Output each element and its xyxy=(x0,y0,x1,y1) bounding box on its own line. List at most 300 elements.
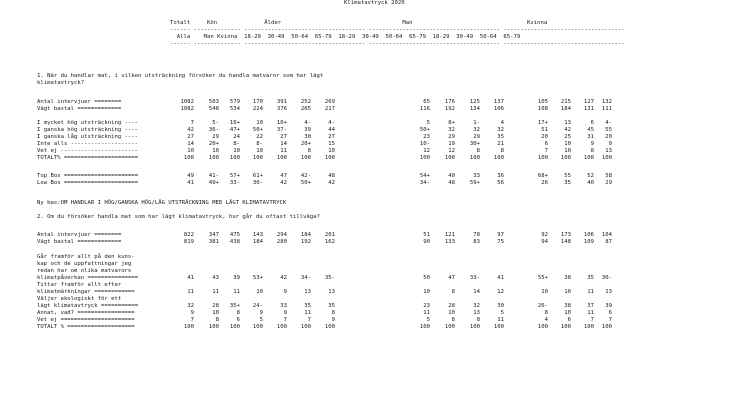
cell-value: 8 xyxy=(236,310,240,316)
cell-value: 9 xyxy=(283,289,287,295)
cell-value: 13 xyxy=(304,289,311,295)
row-label: Inte alls -------------------- xyxy=(37,141,139,147)
cell-value: 10 xyxy=(564,148,571,154)
cell-value: 100 xyxy=(444,155,455,161)
cell-value: 42- xyxy=(300,173,311,179)
cell-value: 1082 xyxy=(180,106,194,112)
cell-value: 6 xyxy=(590,120,594,126)
cell-value: 26 xyxy=(541,180,548,186)
cell-value: 111 xyxy=(601,106,612,112)
cell-value: 38 xyxy=(564,275,571,281)
row-label: Vet ej ====================== xyxy=(37,317,135,323)
cell-value: 13 xyxy=(328,289,335,295)
cell-value: 94 xyxy=(541,239,548,245)
table-row xyxy=(0,134,746,141)
cell-value: 11 xyxy=(423,310,430,316)
cell-value: 50+ xyxy=(252,127,263,133)
cell-value: 23 xyxy=(423,303,430,309)
cell-value: 5 xyxy=(426,120,430,126)
cell-value: 5 xyxy=(500,310,504,316)
cell-value: 376 xyxy=(276,106,287,112)
cell-value: 116 xyxy=(419,106,430,112)
cell-value: 381 xyxy=(208,239,219,245)
table-row xyxy=(0,289,746,296)
cell-value: 41- xyxy=(208,173,219,179)
cell-value: 42 xyxy=(280,180,287,186)
cell-value: 39 xyxy=(304,127,311,133)
cell-value: 5 xyxy=(259,317,263,323)
row-label: Vet ej ----------------------- xyxy=(37,148,139,154)
cell-value: 217 xyxy=(324,106,335,112)
cell-value: 36 xyxy=(497,173,504,179)
cell-value: 35+ xyxy=(229,303,240,309)
cell-value: 391 xyxy=(276,99,287,105)
row-label: redan har om olika matvarors xyxy=(37,268,132,274)
table-row xyxy=(0,275,746,282)
cell-value: 7 xyxy=(283,317,287,323)
cell-value: 11 xyxy=(233,289,240,295)
cell-value: 10 xyxy=(212,310,219,316)
cell-value: 280 xyxy=(276,239,287,245)
cell-value: 34- xyxy=(419,180,430,186)
cell-value: 100 xyxy=(252,324,263,330)
cell-value: 41 xyxy=(187,275,194,281)
table-row xyxy=(0,99,746,106)
row-label: lägt klimatavtryck =========== xyxy=(37,303,139,309)
cell-value: 37 xyxy=(587,303,594,309)
cell-value: 176 xyxy=(444,99,455,105)
cell-value: 65 xyxy=(423,99,430,105)
cell-value: 92 xyxy=(541,232,548,238)
table-row xyxy=(0,254,746,261)
cell-value: 51 xyxy=(541,127,548,133)
row-label: kap och de uppfattningar jeg xyxy=(37,261,132,267)
cell-value: 121 xyxy=(444,232,455,238)
cell-value: 10 xyxy=(187,148,194,154)
cell-value: 10 xyxy=(256,120,263,126)
question-2-title: 2. Om du försöker handla mat som har lägt klimatavtryck, hur går du oftast tillväga? xyxy=(37,214,320,220)
table-row xyxy=(0,155,746,162)
cell-value: 6 xyxy=(544,141,548,147)
cell-value: 100 xyxy=(601,324,612,330)
table-row xyxy=(0,127,746,134)
cell-value: 100 xyxy=(324,155,335,161)
cell-value: 42 xyxy=(187,127,194,133)
cell-value: 32 xyxy=(473,303,480,309)
cell-value: 30- xyxy=(601,275,612,281)
cell-value: 37- xyxy=(276,127,287,133)
cell-value: 47 xyxy=(448,275,455,281)
cell-value: 24 xyxy=(233,134,240,140)
cell-value: 215 xyxy=(560,99,571,105)
cell-value: 32 xyxy=(497,127,504,133)
cell-value: 7 xyxy=(544,148,548,154)
table-row xyxy=(0,317,746,324)
cell-value: 8 xyxy=(544,310,548,316)
cell-value: 9 xyxy=(190,310,194,316)
cell-value: 8 xyxy=(590,148,594,154)
cell-value: 192 xyxy=(300,239,311,245)
cell-value: 100 xyxy=(469,324,480,330)
cell-value: 14 xyxy=(473,289,480,295)
cell-value: 224 xyxy=(252,106,263,112)
cell-value: 78 xyxy=(473,232,480,238)
row-label: Annat, vad? ================= xyxy=(37,310,135,316)
cell-value: 10 xyxy=(564,141,571,147)
cell-value: 132 xyxy=(601,99,612,105)
cell-value: 9 xyxy=(590,141,594,147)
cell-value: 41 xyxy=(187,180,194,186)
cell-value: 133 xyxy=(444,239,455,245)
question-1-title: 1. När du handlar mat, i vilken utsträckning försöker du handla matvaror som har lägt xyxy=(37,73,324,79)
table-row xyxy=(0,303,746,310)
cell-value: 17+ xyxy=(537,120,548,126)
cell-value: 33 xyxy=(280,303,287,309)
cell-value: 29 xyxy=(448,134,455,140)
cell-value: 503 xyxy=(208,99,219,105)
cell-value: 10 xyxy=(212,148,219,154)
cell-value: 23 xyxy=(423,134,430,140)
cell-value: 10 xyxy=(328,148,335,154)
cell-value: 97 xyxy=(497,232,504,238)
cell-value: 8 xyxy=(451,317,455,323)
cell-value: 11 xyxy=(587,289,594,295)
cell-value: 134 xyxy=(469,106,480,112)
table-row xyxy=(0,324,746,331)
cell-value: 10 xyxy=(448,310,455,316)
cell-value: 52 xyxy=(587,173,594,179)
cell-value: 42 xyxy=(280,275,287,281)
header-groups: Totalt Kön Ålder Man Kvinna xyxy=(170,20,548,26)
cell-value: 184 xyxy=(300,232,311,238)
header-rule: ------ -------------- ------------------------------------ --------------------------------------- ------------------------------------ xyxy=(170,27,625,33)
cell-value: 100 xyxy=(537,324,548,330)
cell-value: 44 xyxy=(328,127,335,133)
cell-value: 34- xyxy=(300,275,311,281)
row-label: Går framför allt på den kuns- xyxy=(37,254,135,260)
row-label: TOTALT% ====================== xyxy=(37,155,139,161)
cell-value: 100 xyxy=(300,155,311,161)
cell-value: 131 xyxy=(583,106,594,112)
cell-value: 41 xyxy=(497,275,504,281)
cell-value: 10 xyxy=(541,289,548,295)
cell-value: 11 xyxy=(212,289,219,295)
cell-value: 6 xyxy=(567,317,571,323)
row-label: Tittar framför allt efter xyxy=(37,282,122,288)
cell-value: 100 xyxy=(560,324,571,330)
cell-value: 47 xyxy=(280,173,287,179)
cell-value: 29 xyxy=(212,134,219,140)
cell-value: 56 xyxy=(497,180,504,186)
table-row xyxy=(0,268,746,275)
cell-value: 55+ xyxy=(537,275,548,281)
cell-value: 59+ xyxy=(469,180,480,186)
header-subgroups: Alla Man Kvinna 18-29 30-49 50-64 65-79 18-29 30-49 50-64 65-79 18-29 30-49 50-64 65-79 xyxy=(170,34,521,40)
cell-value: 819 xyxy=(183,239,194,245)
question-1-title-cont: klimatavtryck? xyxy=(37,80,85,86)
cell-value: 55 xyxy=(564,173,571,179)
row-label: Top Box ====================== xyxy=(37,173,139,179)
table-row xyxy=(0,141,746,148)
cell-value: 192 xyxy=(444,106,455,112)
cell-value: 11 xyxy=(280,148,287,154)
cell-value: 162 xyxy=(324,239,335,245)
table-row xyxy=(0,120,746,127)
cell-value: 55 xyxy=(605,127,612,133)
cell-value: 13 xyxy=(605,148,612,154)
cell-value: 32 xyxy=(187,303,194,309)
cell-value: 35 xyxy=(304,303,311,309)
cell-value: 10 xyxy=(564,310,571,316)
cell-value: 10 xyxy=(423,289,430,295)
cell-value: 43 xyxy=(212,275,219,281)
cell-value: 53+ xyxy=(252,275,263,281)
cell-value: 27 xyxy=(328,134,335,140)
cell-value: 8 xyxy=(451,289,455,295)
cell-value: 28 xyxy=(448,303,455,309)
cell-value: 548 xyxy=(208,106,219,112)
cell-value: 83 xyxy=(473,239,480,245)
cell-value: 8+ xyxy=(448,120,455,126)
cell-value: 11 xyxy=(187,289,194,295)
cell-value: 100 xyxy=(493,155,504,161)
cell-value: 49+ xyxy=(208,180,219,186)
cell-value: 14 xyxy=(187,141,194,147)
cell-value: 13 xyxy=(564,120,571,126)
cell-value: 184 xyxy=(252,239,263,245)
cell-value: 21 xyxy=(497,141,504,147)
cell-value: 4 xyxy=(500,120,504,126)
cell-value: 29 xyxy=(473,134,480,140)
cell-value: 42 xyxy=(564,127,571,133)
cell-value: 19 xyxy=(448,141,455,147)
cell-value: 35 xyxy=(497,134,504,140)
document-title: Klimatavtryck 2020 xyxy=(344,0,405,6)
cell-value: 10 xyxy=(564,289,571,295)
cell-value: 27 xyxy=(280,134,287,140)
cell-value: 6 xyxy=(236,317,240,323)
cell-value: 33- xyxy=(229,180,240,186)
cell-value: 100 xyxy=(493,324,504,330)
cell-value: 39 xyxy=(605,303,612,309)
cell-value: 27 xyxy=(187,134,194,140)
cell-value: 822 xyxy=(183,232,194,238)
cell-value: 475 xyxy=(229,232,240,238)
row-label: Vägt bastal ============= xyxy=(37,106,122,112)
cell-value: 9 xyxy=(331,317,335,323)
cell-value: 12 xyxy=(497,289,504,295)
cell-value: 100 xyxy=(229,155,240,161)
row-label: I mycket hög utsträckning ---- xyxy=(37,120,139,126)
cell-value: 8 xyxy=(215,317,219,323)
table-row xyxy=(0,106,746,113)
cell-value: 105 xyxy=(537,99,548,105)
cell-value: 100 xyxy=(208,155,219,161)
cell-value: 51 xyxy=(423,232,430,238)
cell-value: 9 xyxy=(283,310,287,316)
cell-value: 148 xyxy=(560,239,571,245)
cell-value: 9 xyxy=(608,141,612,147)
row-label: Low Box ====================== xyxy=(37,180,139,186)
cell-value: 26- xyxy=(537,303,548,309)
cell-value: 15 xyxy=(328,141,335,147)
cell-value: 100 xyxy=(276,155,287,161)
row-label: klimatmärkningar ============ xyxy=(37,289,135,295)
cell-value: 100 xyxy=(208,324,219,330)
row-label: Vägt bastal ============= xyxy=(37,239,122,245)
cell-value: 173 xyxy=(560,232,571,238)
cell-value: 20+ xyxy=(208,141,219,147)
cell-value: 35 xyxy=(587,275,594,281)
cell-value: 100 xyxy=(300,324,311,330)
cell-value: 29 xyxy=(605,180,612,186)
cell-value: 7 xyxy=(307,317,311,323)
table-row xyxy=(0,239,746,246)
cell-value: 100 xyxy=(183,324,194,330)
cell-value: 438 xyxy=(229,239,240,245)
row-label: Väljer ekologiskt för ett xyxy=(37,296,122,302)
cell-value: 7 xyxy=(190,317,194,323)
cell-value: 8 xyxy=(476,317,480,323)
table-row xyxy=(0,232,746,239)
cell-value: 32 xyxy=(473,127,480,133)
cell-value: 125 xyxy=(469,99,480,105)
cell-value: 100 xyxy=(229,324,240,330)
cell-value: 579 xyxy=(229,99,240,105)
cell-value: 20+ xyxy=(300,141,311,147)
cell-value: 14 xyxy=(280,141,287,147)
cell-value: 50+ xyxy=(300,180,311,186)
cell-value: 47+ xyxy=(229,127,240,133)
table-row xyxy=(0,282,746,289)
cell-value: 40 xyxy=(448,173,455,179)
cell-value: 100 xyxy=(560,155,571,161)
cell-value: 7 xyxy=(608,317,612,323)
cell-value: 100 xyxy=(419,155,430,161)
cell-value: 8 xyxy=(476,148,480,154)
cell-value: 184 xyxy=(560,106,571,112)
cell-value: 4- xyxy=(605,120,612,126)
cell-value: 269 xyxy=(324,99,335,105)
cell-value: 48 xyxy=(448,180,455,186)
cell-value: 127 xyxy=(583,99,594,105)
cell-value: 8- xyxy=(233,141,240,147)
cell-value: 104 xyxy=(601,232,612,238)
cell-value: 8- xyxy=(256,141,263,147)
row-label: Antal intervjuer ======== xyxy=(37,232,122,238)
cell-value: 100 xyxy=(537,155,548,161)
cell-value: 22 xyxy=(256,134,263,140)
cell-value: 35 xyxy=(564,180,571,186)
cell-value: 75 xyxy=(497,239,504,245)
row-label: TOTALT % ==================== xyxy=(37,324,135,330)
table-row xyxy=(0,310,746,317)
cell-value: 100 xyxy=(444,324,455,330)
cell-value: 11 xyxy=(304,310,311,316)
cell-value: 10+ xyxy=(276,120,287,126)
cell-value: 201 xyxy=(324,232,335,238)
cell-value: 8 xyxy=(331,310,335,316)
cell-value: 10 xyxy=(256,148,263,154)
cell-value: 39 xyxy=(233,275,240,281)
cell-value: 31 xyxy=(587,134,594,140)
cell-value: 170 xyxy=(252,99,263,105)
cell-value: 4 xyxy=(544,317,548,323)
cell-value: 90 xyxy=(423,239,430,245)
cell-value: 1- xyxy=(473,120,480,126)
cell-value: 49 xyxy=(187,173,194,179)
cell-value: 100 xyxy=(324,324,335,330)
cell-value: 20 xyxy=(605,134,612,140)
cell-value: 10 xyxy=(233,148,240,154)
cell-value: 347 xyxy=(208,232,219,238)
cell-value: 1082 xyxy=(180,99,194,105)
cell-value: 100 xyxy=(252,155,263,161)
cell-value: 252 xyxy=(300,99,311,105)
cell-value: 10- xyxy=(419,141,430,147)
cell-value: 28 xyxy=(212,303,219,309)
table-row xyxy=(0,296,746,303)
cell-value: 12 xyxy=(423,148,430,154)
header-rule: ------ -------------- ------------------------------------ --------------------------------------- ------------------------------------ xyxy=(170,41,625,47)
row-label: I ganska låg utsträckning ---- xyxy=(37,134,139,140)
cell-value: 30+ xyxy=(469,141,480,147)
cell-value: 13 xyxy=(473,310,480,316)
cell-value: 106 xyxy=(493,106,504,112)
cell-value: 9 xyxy=(259,310,263,316)
cell-value: 30 xyxy=(304,134,311,140)
cell-value: 25 xyxy=(564,134,571,140)
cell-value: 50 xyxy=(423,275,430,281)
cell-value: 33 xyxy=(473,173,480,179)
table-row xyxy=(0,148,746,155)
cell-value: 4- xyxy=(328,120,335,126)
cell-value: 100 xyxy=(469,155,480,161)
row-label: Antal intervjuer ======== xyxy=(37,99,122,105)
cell-value: 7 xyxy=(590,317,594,323)
cell-value: 35 xyxy=(328,303,335,309)
cell-value: 8 xyxy=(500,148,504,154)
cell-value: 8 xyxy=(307,148,311,154)
base-note: Ny bas:OM HANDLAR I HÖG/GANSKA HÖG/LÅG UTSTRÄCKNING MED LÅGT KLIMATAVTRYCK xyxy=(37,200,287,206)
cell-value: 24- xyxy=(252,303,263,309)
cell-value: 35- xyxy=(324,275,335,281)
cell-value: 100 xyxy=(583,324,594,330)
cell-value: 108 xyxy=(537,106,548,112)
cell-value: 68+ xyxy=(537,173,548,179)
cell-value: 4- xyxy=(304,120,311,126)
cell-value: 20 xyxy=(541,134,548,140)
cell-value: 100 xyxy=(419,324,430,330)
cell-value: 45 xyxy=(587,127,594,133)
cell-value: 100 xyxy=(183,155,194,161)
cell-value: 87 xyxy=(605,239,612,245)
table-row xyxy=(0,173,746,180)
cell-value: 38 xyxy=(564,303,571,309)
cell-value: 265 xyxy=(300,106,311,112)
cell-value: 42 xyxy=(328,180,335,186)
cell-value: 58 xyxy=(605,173,612,179)
cell-value: 54+ xyxy=(419,173,430,179)
cell-value: 30 xyxy=(497,303,504,309)
row-label: I ganska hög utsträckning ---- xyxy=(37,127,139,133)
cell-value: 57+ xyxy=(229,173,240,179)
cell-value: 33- xyxy=(469,275,480,281)
cell-value: 12 xyxy=(448,148,455,154)
cell-value: 48 xyxy=(328,173,335,179)
cell-value: 5- xyxy=(212,120,219,126)
cell-value: 106 xyxy=(583,232,594,238)
